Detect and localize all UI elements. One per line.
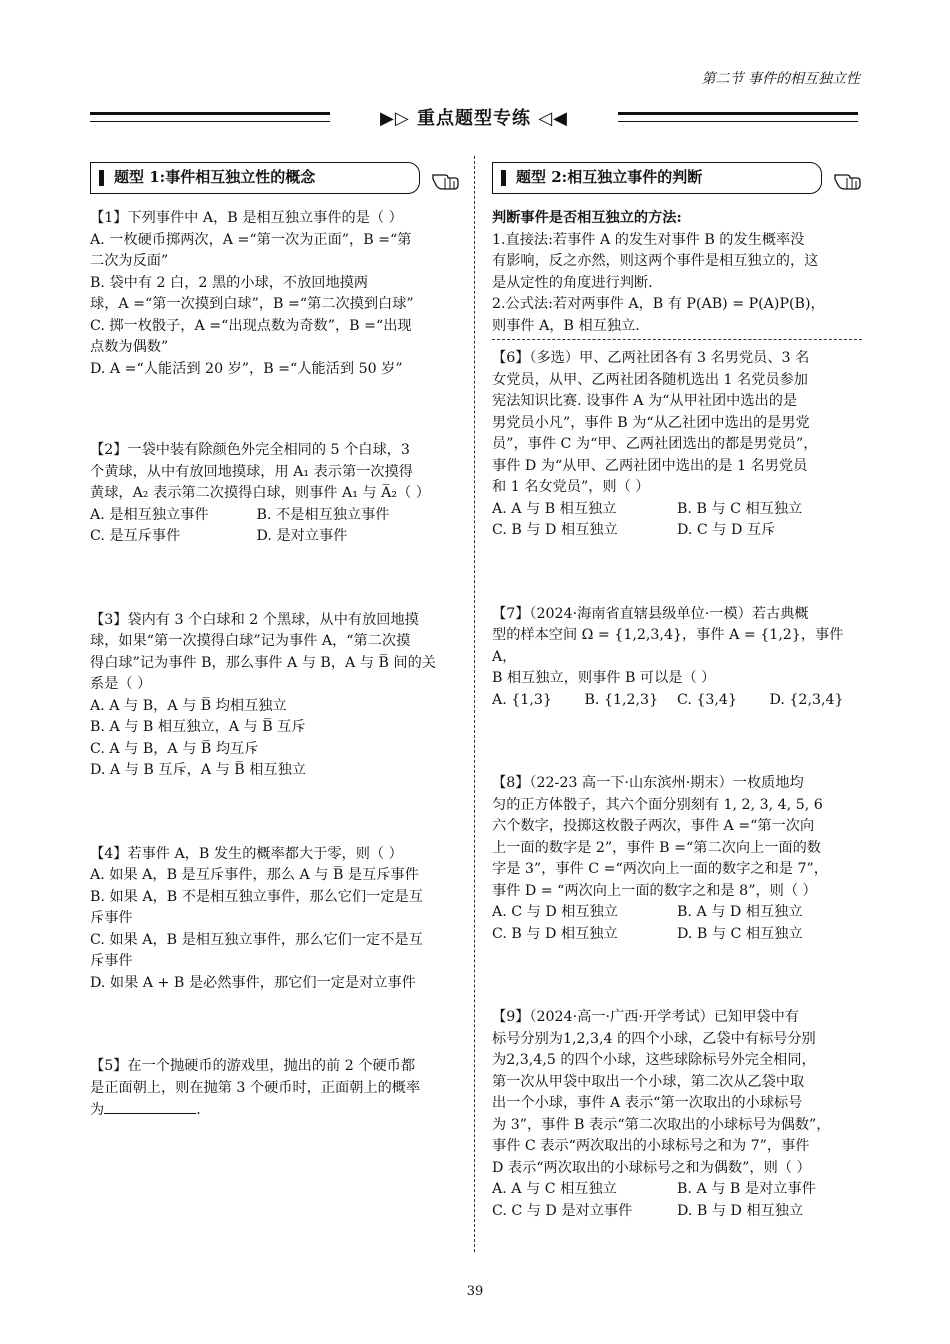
q3-line-1: 【3】袋内有 3 个白球和 2 个黑球，从中有放回地摸 [90, 611, 419, 628]
method-line-2: 有影响，反之亦然，则这两个事件是相互独立的，这 [492, 253, 819, 269]
q7-option-c: C. {3,4} [677, 691, 737, 708]
q6-line-3: 宪法知识比赛. 设事件 A 为“从甲社团中选出的是 [492, 393, 798, 409]
q9-line-4: 第一次从甲袋中取出一个小球，第二次从乙袋中取 [492, 1073, 805, 1090]
q4-option-c: C. 如果 A，B 是相互独立事件，那么它们一定不是互 [90, 931, 423, 948]
question-7 [492, 604, 862, 712]
q2-option-a: A. 是相互独立事件 [90, 506, 209, 523]
q6-line-6: 事件 D 为“从甲、乙两社团中选出的是 1 名男党员 [492, 457, 808, 474]
q5-line-3-suffix: . [196, 1102, 201, 1118]
section-banner [90, 104, 858, 130]
q1-option-a-cont: 二次为反面” [90, 253, 169, 269]
q4-option-a: A. 如果 A，B 是互斥事件，那么 A 与 B̅ 是互斥事件 [90, 867, 419, 883]
method-title: 判断事件是否相互独立的方法: [492, 210, 682, 226]
q3-option-d: D. A 与 B 互斥，A 与 B̅ 相互独立 [90, 762, 306, 778]
q9-line-6: 为 3”，事件 B 表示“第二次取出的小球标号为偶数”， [492, 1116, 831, 1133]
q9-line-7: 事件 C 表示“两次取出的小球标号之和为 7”，事件 [492, 1138, 810, 1154]
q1-option-a: A. 一枚硬币掷两次，A =“第一次为正面”，B =“第 [90, 231, 412, 248]
q7-option-a: A. {1,3} [492, 691, 552, 708]
method-line-4: 2.公式法:若对两事件 A，B 有 P(AB) = P(A)P(B)， [492, 296, 825, 312]
question-5 [90, 1056, 460, 1122]
q7-line-1: 【7】（2024·海南省直辖县级单位·一模）若古典概 [492, 605, 809, 622]
q7-option-b: B. {1,2,3} [584, 691, 659, 708]
q6-line-1: 【6】（多选）甲、乙两社团各有 3 名男党员、3 名 [492, 350, 810, 366]
q6-line-7: 和 1 名女党员”，则（ ） [492, 479, 650, 495]
question-8 [492, 773, 862, 945]
q8-line-1: 【8】（22-23 高一下·山东滨州·期末）一枚质地均 [492, 775, 804, 791]
banner-title: ▶▷ 重点题型专练 ◁◀ [380, 108, 568, 129]
question-3 [90, 610, 460, 782]
q2-line-3: 黄球，A₂ 表示第二次摸得白球，则事件 A₁ 与 A̅₂（ ） [90, 485, 430, 501]
left-column [90, 160, 460, 1122]
q3-option-c: C. A 与 B，A 与 B̅ 均互斥 [90, 740, 259, 757]
q3-option-a: A. A 与 B，A 与 B̅ 均相互独立 [90, 697, 287, 714]
q3-line-3: 得白球”记为事件 B，那么事件 A 与 B，A 与 B̅ 间的关 [90, 654, 436, 671]
section-marker [99, 170, 104, 186]
q6-option-d: D. C 与 D 互斥 [677, 522, 776, 538]
question-1 [90, 208, 460, 380]
q5-line-1: 【5】在一个抛硬币的游戏里，抛出的前 2 个硬币都 [90, 1058, 416, 1074]
q8-option-d: D. B 与 C 相互独立 [677, 925, 803, 942]
q2-option-b: B. 不是相互独立事件 [256, 506, 390, 523]
q3-line-4: 系是（ ） [90, 676, 152, 692]
page-number: 39 [466, 1284, 484, 1299]
q9-line-2: 标号分别为1,2,3,4 的四个小球，乙袋中有标号分别 [492, 1030, 816, 1047]
chapter-header: 第二节 事件的相互独立性 [701, 71, 860, 87]
method-note [492, 208, 862, 337]
banner-rule-right [618, 112, 858, 122]
q8-line-6: 事件 D = “两次向上一面的数字之和是 8”，则（ ） [492, 882, 817, 899]
q1-option-c: C. 掷一枚骰子，A =“出现点数为奇数”，B =“出现 [90, 317, 412, 334]
method-divider [492, 339, 862, 340]
method-line-5: 则事件 A，B 相互独立. [492, 317, 640, 334]
q8-option-b: B. A 与 D 相互独立 [677, 904, 803, 920]
q9-option-a: A. A 与 C 相互独立 [492, 1181, 617, 1197]
q8-line-2: 匀的正方体骰子，其六个面分别刻有 1, 2, 3, 4, 5, 6 [492, 796, 823, 813]
q9-option-b: B. A 与 B 是对立事件 [677, 1181, 816, 1197]
q6-option-a: A. A 与 B 相互独立 [492, 500, 617, 517]
q9-line-3: 为2,3,4,5 的四个小球，这些球除标号外完全相同， [492, 1052, 816, 1068]
q4-stem: 【4】若事件 A，B 发生的概率都大于零，则（ ） [90, 845, 403, 862]
q5-line-3-prefix: 为 [90, 1102, 105, 1118]
section-title-text: 题型 1:事件相互独立性的概念 [114, 168, 316, 187]
q6-option-c: C. B 与 D 相互独立 [492, 522, 618, 538]
column-divider [474, 156, 475, 1252]
q1-option-d: D. A =“人能活到 20 岁”，B =“人能活到 50 岁” [90, 360, 403, 377]
q1-stem: 【1】下列事件中 A，B 是相互独立事件的是（ ） [90, 210, 403, 226]
method-line-1: 1.直接法:若事件 A 的发生对事件 B 的发生概率没 [492, 231, 805, 248]
answer-blank[interactable] [104, 1099, 196, 1114]
question-4 [90, 844, 460, 995]
q3-line-2: 球，如果“第一次摸得白球”记为事件 A，“第二次摸 [90, 633, 411, 649]
q9-option-c: C. C 与 D 是对立事件 [492, 1202, 633, 1219]
section-marker [501, 170, 506, 186]
right-column [492, 160, 862, 1222]
q9-line-8: D 表示“两次取出的小球标号之和为偶数”，则（ ） [492, 1159, 811, 1176]
q9-line-5: 出一个小球，事件 A 表示“第一次取出的小球标号 [492, 1095, 803, 1111]
q8-line-3: 六个数字，投掷这枚骰子两次，事件 A =“第一次向 [492, 818, 815, 834]
q7-line-3: B 相互独立，则事件 B 可以是（ ） [492, 670, 716, 686]
q6-line-5: 员”，事件 C 为“甲、乙两社团选出的都是男党员”， [492, 436, 818, 452]
method-line-3: 是从定性的角度进行判断. [492, 274, 653, 291]
q9-line-1: 【9】（2024·高一·广西·开学考试）已知甲袋中有 [492, 1009, 799, 1025]
q8-line-4: 上一面的数字是 2”，事件 B =“第二次向上一面的数 [492, 839, 821, 856]
q2-option-c: C. 是互斥事件 [90, 528, 181, 544]
pointing-hand-icon [833, 165, 863, 191]
q8-option-c: C. B 与 D 相互独立 [492, 925, 618, 942]
q4-option-c-cont: 斥事件 [90, 953, 133, 969]
q6-line-4: 男党员小凡”，事件 B 为“从乙社团中选出的是男党 [492, 414, 810, 431]
question-2 [90, 440, 460, 548]
pointing-hand-icon [431, 165, 461, 191]
banner-rule-left [90, 112, 330, 122]
q5-line-3 [90, 1099, 460, 1122]
section-title-type1 [90, 162, 420, 194]
q1-option-b: B. 袋中有 2 白，2 黑的小球，不放回地摸两 [90, 274, 369, 291]
question-6 [492, 348, 862, 542]
q8-option-a: A. C 与 D 相互独立 [492, 904, 618, 920]
q6-line-2: 女党员，从甲、乙两社团各随机选出 1 名党员参加 [492, 371, 808, 388]
q5-line-2: 是正面朝上，则在抛第 3 个硬币时，正面朝上的概率 [90, 1079, 421, 1096]
q2-line-1: 【2】一袋中装有除颜色外完全相同的 5 个白球，3 [90, 442, 410, 458]
q7-line-2: 型的样本空间 Ω = {1,2,3,4}，事件 A = {1,2}，事件 A， [492, 627, 844, 665]
q8-line-5: 字是 3”，事件 C =“两次向上一面的数字之和是 7”， [492, 861, 828, 877]
q7-option-d: D. {2,3,4} [769, 691, 844, 708]
q6-option-b: B. B 与 C 相互独立 [677, 500, 803, 517]
q4-option-d: D. 如果 A + B 是必然事件，那它们一定是对立事件 [90, 974, 416, 991]
q4-option-b: B. 如果 A，B 不是相互独立事件，那么它们一定是互 [90, 888, 423, 905]
q1-option-b-cont: 球，A =“第一次摸到白球”，B =“第二次摸到白球” [90, 296, 414, 312]
question-9 [492, 1007, 862, 1222]
section-title-text: 题型 2:相互独立事件的判断 [516, 168, 703, 187]
q4-option-b-cont: 斥事件 [90, 910, 133, 926]
q2-option-d: D. 是对立事件 [256, 528, 348, 544]
section-title-type2 [492, 162, 822, 194]
q1-option-c-cont: 点数为偶数” [90, 339, 169, 355]
q9-option-d: D. B 与 D 相互独立 [677, 1202, 804, 1219]
q2-line-2: 个黄球，从中有放回地摸球，用 A₁ 表示第一次摸得 [90, 463, 413, 480]
q3-option-b: B. A 与 B 相互独立，A 与 B̅ 互斥 [90, 719, 306, 735]
